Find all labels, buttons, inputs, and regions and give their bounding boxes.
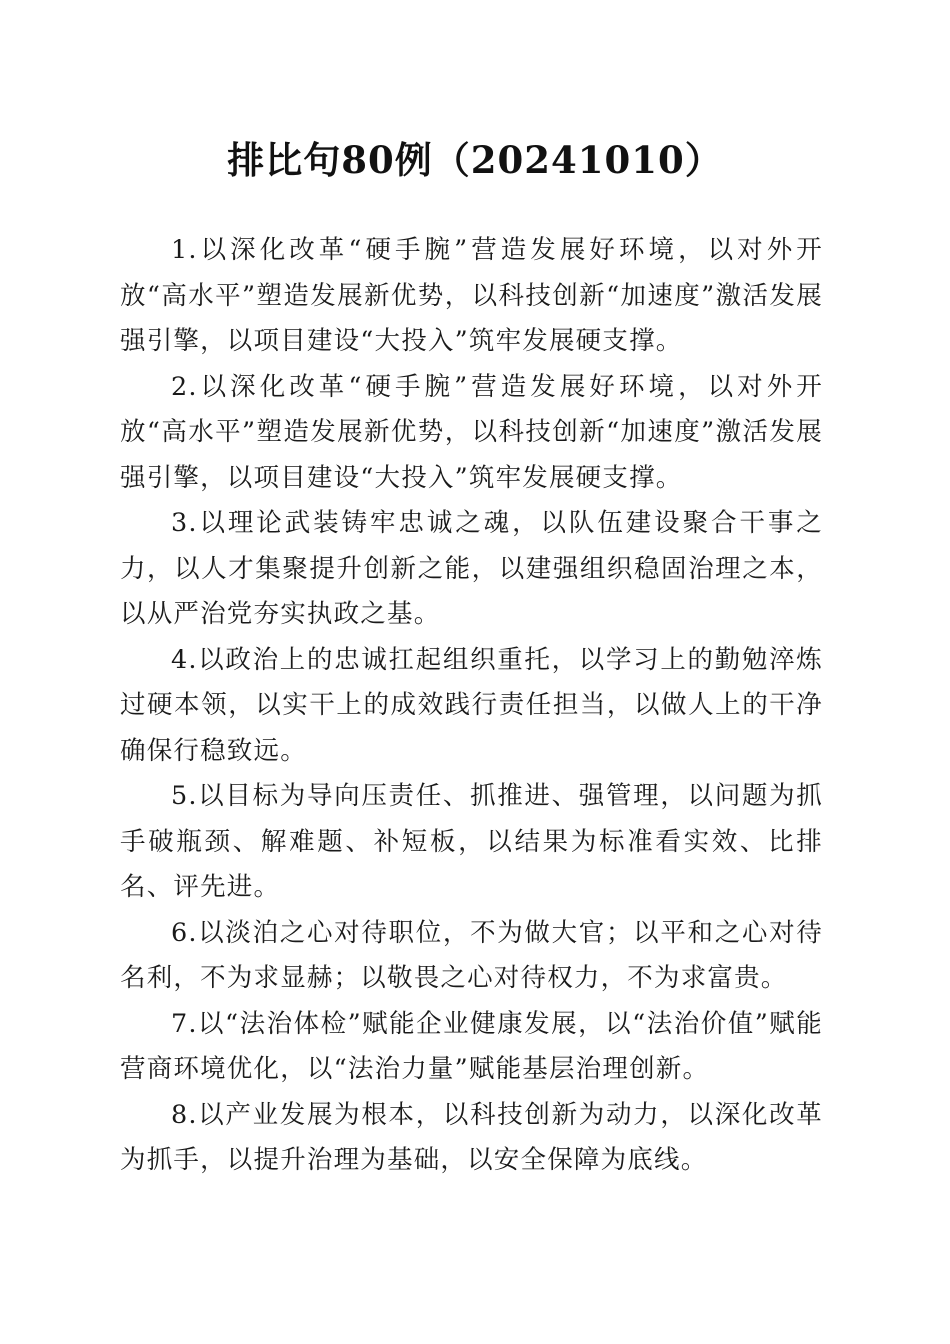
paragraph-7: 7.以“法治体检”赋能企业健康发展，以“法治价值”赋能营商环境优化，以“法治力量”赋能基层治理创新。: [120, 1008, 823, 1084]
paragraph-6: 6.以淡泊之心对待职位，不为做大官；以平和之心对待名利，不为求显赫；以敬畏之心对待权力，不为求富贵。: [120, 917, 823, 993]
paragraph-5: 5.以目标为导向压责任、抓推进、强管理，以问题为抓手破瓶颈、解难题、补短板，以结果为标准看实效、比排名、评先进。: [120, 781, 823, 902]
paragraph-1: 1.以深化改革“硬手腕”营造发展好环境，以对外开放“高水平”塑造发展新优势，以科技创新“加速度”激活发展强引擎，以项目建设“大投入”筑牢发展硬支撑。: [120, 235, 823, 356]
document-body: [120, 228, 823, 1184]
paragraph-2: 2.以深化改革“硬手腕”营造发展好环境，以对外开放“高水平”塑造发展新优势，以科技创新“加速度”激活发展强引擎，以项目建设“大投入”筑牢发展硬支撑。: [120, 371, 823, 493]
paragraph-3: 3.以理论武装铸牢忠诚之魂，以队伍建设聚合干事之力，以人才集聚提升创新之能，以建强组织稳固治理之本，以从严治党夯实执政之基。: [120, 508, 823, 629]
document-title: 排比句80例（20241010）: [227, 138, 723, 182]
paragraph-8: 8.以产业发展为根本，以科技创新为动力，以深化改革为抓手，以提升治理为基础，以安全保障为底线。: [120, 1099, 823, 1175]
paragraph-4: 4.以政治上的忠诚扛起组织重托，以学习上的勤勉淬炼过硬本领，以实干上的成效践行责任担当，以做人上的干净确保行稳致远。: [120, 644, 823, 766]
